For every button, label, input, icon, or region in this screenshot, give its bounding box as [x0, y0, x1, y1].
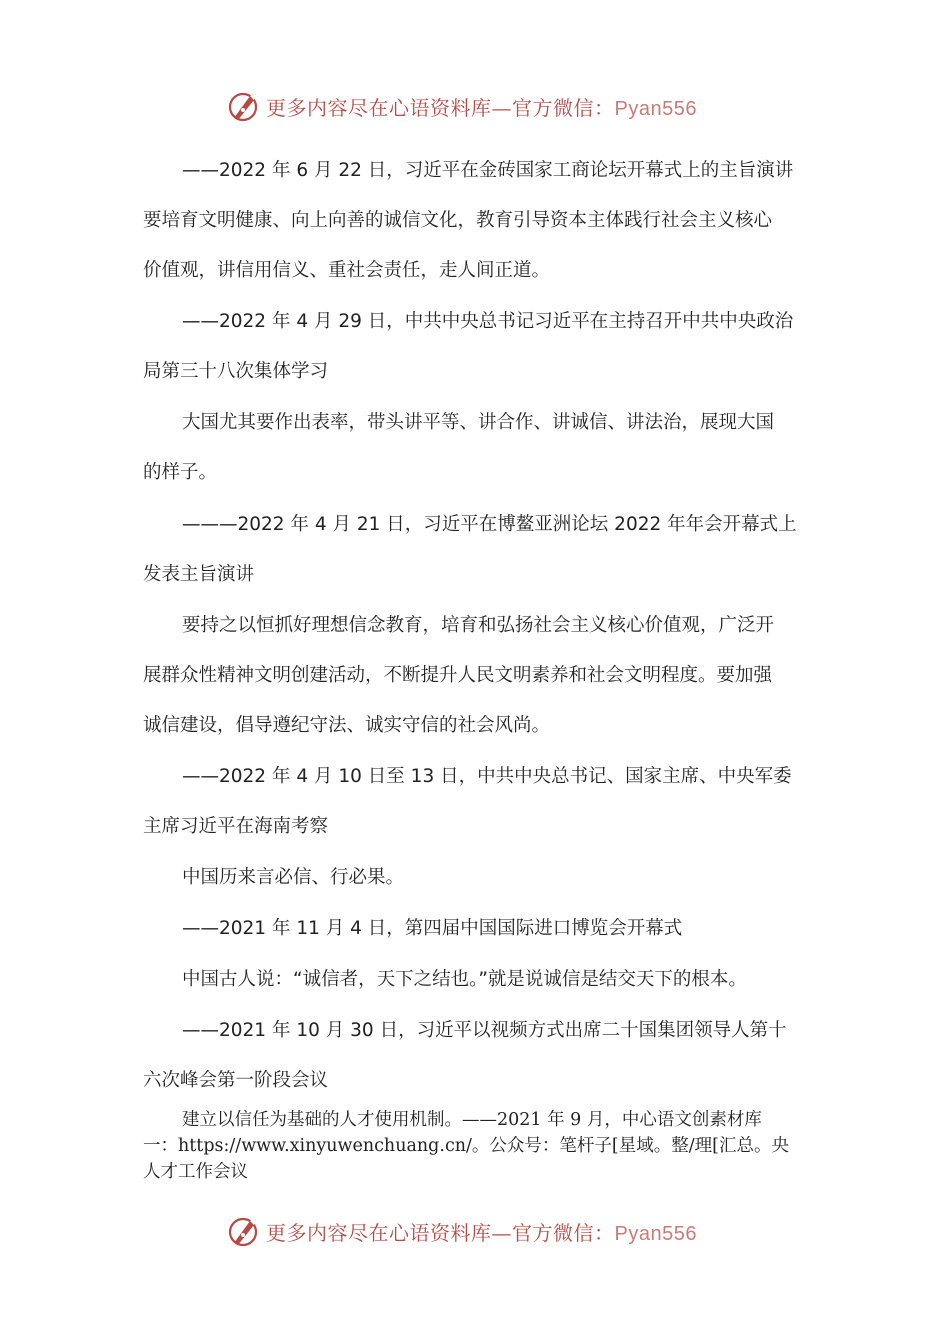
pen-nib-logo-icon — [226, 1213, 262, 1249]
banner-text: 更多内容尽在心语资料库—官方微信：Pyan556 — [266, 1220, 697, 1245]
banner-text: 更多内容尽在心语资料库—官方微信：Pyan556 — [266, 95, 697, 120]
text-line: 诚信建设，倡导遵纪守法、诚实守信的社会风尚。 — [143, 715, 551, 736]
footer-banner — [226, 1211, 726, 1251]
text-line: 要持之以恒抓好理想信念教育，培育和弘扬社会主义核心价值观，广泛开 — [182, 615, 775, 636]
text-line: 展群众性精神文明创建活动，不断提升人民文明素养和社会文明程度。要加强 — [143, 665, 773, 686]
header-banner — [226, 86, 726, 126]
text-line: 中国古人说：“诚信者，天下之结也。”就是说诚信是结交天下的根本。 — [182, 969, 747, 990]
text-line: 中国历来言必信、行必果。 — [182, 867, 405, 888]
text-line: 局第三十八次集体学习 — [143, 361, 329, 382]
text-line: 的样子。 — [143, 462, 218, 483]
text-line: 建立以信任为基础的人才使用机制。——2021 年 9 月，中心语文创素材库 — [182, 1110, 762, 1130]
text-line: ———2022 年 4 月 21 日，习近平在博鳌亚洲论坛 2022 年年会开幕式上 — [182, 514, 797, 535]
text-line: 价值观，讲信用信义、重社会责任，走人间正道。 — [143, 260, 551, 281]
text-line: ——2022 年 4 月 10 日至 13 日，中共中央总书记、国家主席、中央军委 — [182, 766, 792, 787]
last-paragraph — [143, 1107, 803, 1185]
text-line: 发表主旨演讲 — [143, 564, 255, 585]
text-line: 一：https://www.xinyuwenchuang.cn/。公众号：笔杆子[星域。整/理[汇总。央 — [143, 1136, 789, 1156]
text-line: 要培育文明健康、向上向善的诚信文化，教育引导资本主体践行社会主义核心 — [143, 210, 773, 231]
text-line: ——2021 年 11 月 4 日，第四届中国国际进口博览会开幕式 — [182, 918, 683, 939]
text-line: 主席习近平在海南考察 — [143, 816, 329, 837]
text-line: ——2021 年 10 月 30 日，习近平以视频方式出席二十国集团领导人第十 — [182, 1020, 787, 1041]
text-line: 六次峰会第一阶段会议 — [143, 1070, 329, 1091]
text-line: ——2022 年 6 月 22 日，习近平在金砖国家工商论坛开幕式上的主旨演讲 — [182, 160, 794, 181]
text-line: 人才工作会议 — [143, 1162, 248, 1182]
pen-nib-logo-icon — [226, 88, 262, 124]
text-line: ——2022 年 4 月 29 日，中共中央总书记习近平在主持召开中共中央政治 — [182, 311, 794, 332]
text-line: 大国尤其要作出表率，带头讲平等、讲合作、讲诚信、讲法治，展现大国 — [182, 412, 775, 433]
